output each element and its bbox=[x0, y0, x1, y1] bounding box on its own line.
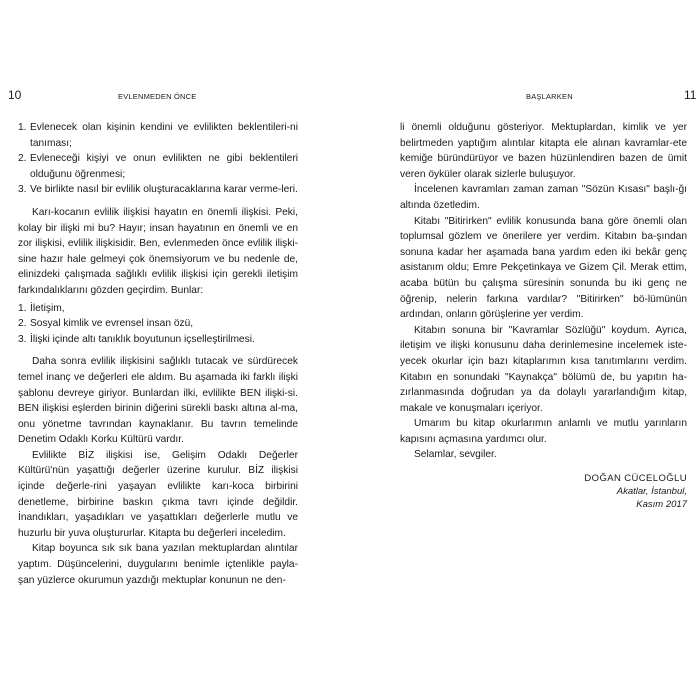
list-number: 2. bbox=[18, 318, 27, 330]
list-text: İletişim, bbox=[30, 302, 65, 314]
right-page bbox=[350, 0, 700, 700]
signature-block bbox=[400, 472, 687, 511]
signature-place: Akatlar, İstanbul, bbox=[616, 486, 687, 498]
running-header: BAŞLARKEN bbox=[526, 92, 573, 101]
list-number: 3. bbox=[18, 333, 27, 345]
list-text: İlişki içinde altı tanıklık boyutunun içselleştirilmesi. bbox=[30, 333, 255, 345]
running-header: EVLENMEDEN ÖNCE bbox=[118, 92, 197, 101]
list-item bbox=[18, 332, 298, 348]
list-item bbox=[18, 120, 298, 151]
paragraph: li önemli olduğunu gösteriyor. Mektuplardan, kimlik ve yer belirtmeden yaptığım alıntılar kitapta ele alınan kavramlar-ete kemiğe büründürüyor ve bazen hüzünlendiren bazen de ümit veren öyküler olarak sizlerle buluşuyor. bbox=[400, 122, 687, 180]
list-text: Ve birlikte nasıl bir evlilik oluşturacaklarına karar verme-leri. bbox=[30, 184, 298, 196]
page-number: 10 bbox=[8, 88, 22, 102]
paragraph: Kitabı "Bitirirken" evlilik konusunda bana göre önemli olan toplumsal gözlem ve önerilere yer verdim. Kitabın ba-şından sonuna kadar her aşamada bana yardım eden iki bekâr genç asistanım oldu; Emre Pekçetinkaya ve Gizem Çil. Merak ettim, acaba bütün bu çalışma süresinin sonunda bu iki genç ne öğrenip, nelerin farkına vardılar? "Bitirirken" bö-lümünün ardından, onların görüşlerine yer verdim. bbox=[400, 215, 687, 321]
paragraph: İncelenen kavramları zaman zaman "Sözün Kısası" başlı-ğı altında özetledim. bbox=[400, 184, 687, 211]
paragraph: Umarım bu kitap okurlarımın anlamlı ve mutlu yarınların kapısını açmasına yardımcı olur. bbox=[400, 418, 687, 445]
list-number: 2. bbox=[18, 153, 27, 165]
signature-date: Kasım 2017 bbox=[636, 499, 687, 511]
list-number: 1. bbox=[18, 122, 27, 133]
list-item bbox=[18, 301, 298, 317]
page-number: 11 bbox=[684, 88, 697, 102]
paragraph: Kitabın sonuna bir "Kavramlar Sözlüğü" koydum. Ayrıca, iletişim ve ilişki konusunu daha derinlemesine incelemek iste-yecek okurlar için bazı kitaplarımın kısa tanıtımlarını verdim. Kitabın en sonundaki "Kaynakça" bölümü de, bu yapıtın ha-zırlanmasında doğrudan ya da dolaylı yararlandığım kitap, makale ve konuşmaları içeriyor. bbox=[400, 324, 687, 414]
list-text: Sosyal kimlik ve evrensel insan özü, bbox=[30, 318, 194, 330]
paragraph: Daha sonra evlilik ilişkisini sağlıklı tutacak ve sürdürecek temel inanç ve değerleri ele aldım. Bu aşamada iki farklı ilişki şablonu devreye giriyor. Bunlardan ilki, evlilikte BEN ilişki-si. BEN ilişkisi eşlerden birinin diğerini sürekli baskı altına al-ma, onu yönetme tavrından kaynaklanır. Bu tavrın temelinde Denetim Odaklı Korku Kültürü vardır. bbox=[18, 356, 298, 446]
paragraph: Karı-kocanın evlilik ilişkisi hayatın en önemli ilişkisi. Peki, kolay bir ilişki mi bu? Hayır; insan hayatının en önemli ve en zor ilişkisi, evlilik ilişkisidir. Ben, evlenmeden önce evlilik ilişki-sine hazır hale gelmeyi çok önemsiyorum ve bu nedenle de, elinizdeki çalışmada sağlıklı evlilik ilişkisi için gerekli iletişim farkındalıklarını gözden geçirdim. Bunlar: bbox=[18, 206, 298, 296]
list-text: Evleneceği kişiyi ve onun evlilikten ne gibi beklentileri olduğunu öğrenmesi; bbox=[30, 153, 298, 180]
awareness-list bbox=[18, 301, 298, 348]
list-number: 1. bbox=[18, 302, 27, 314]
closing-line: Selamlar, sevgiler. bbox=[414, 449, 497, 461]
list-item bbox=[18, 182, 298, 198]
paragraph: Kitap boyunca sık sık bana yazılan mektuplardan alıntılar yaptım. Düşüncelerini, duygularını benimle içtenlikle payla-şan yüzlerce okurumun yazdığı mektuplar konunun ne den- bbox=[18, 543, 298, 586]
list-item bbox=[18, 151, 298, 182]
left-text-column bbox=[18, 120, 298, 588]
author-name: DOĞAN CÜCELOĞLU bbox=[584, 473, 687, 485]
list-item bbox=[18, 316, 298, 332]
list-number: 3. bbox=[18, 184, 27, 196]
paragraph: Evlilikte BİZ ilişkisi ise, Gelişim Odaklı Değerler Kültürü'nün yaşattığı değerler üzerine kurulur. BİZ ilişkisi içinde değerle-rini yaşayan evlilikte karı-koca birbirini denetleme, birbirine baskın çıkma tavrı içinde değildir. İnandıkları, yaşadıkları ve yaşattıkları değerlerle mutlu ve huzurlu bir yuva oluştururlar. Kitapta bu değerleri inceledim. bbox=[18, 449, 298, 539]
list-text: Evlenecek olan kişinin kendini ve evlilikten beklentileri-ni tanıması; bbox=[30, 122, 298, 149]
goals-list bbox=[18, 120, 298, 198]
right-text-column bbox=[400, 120, 687, 511]
